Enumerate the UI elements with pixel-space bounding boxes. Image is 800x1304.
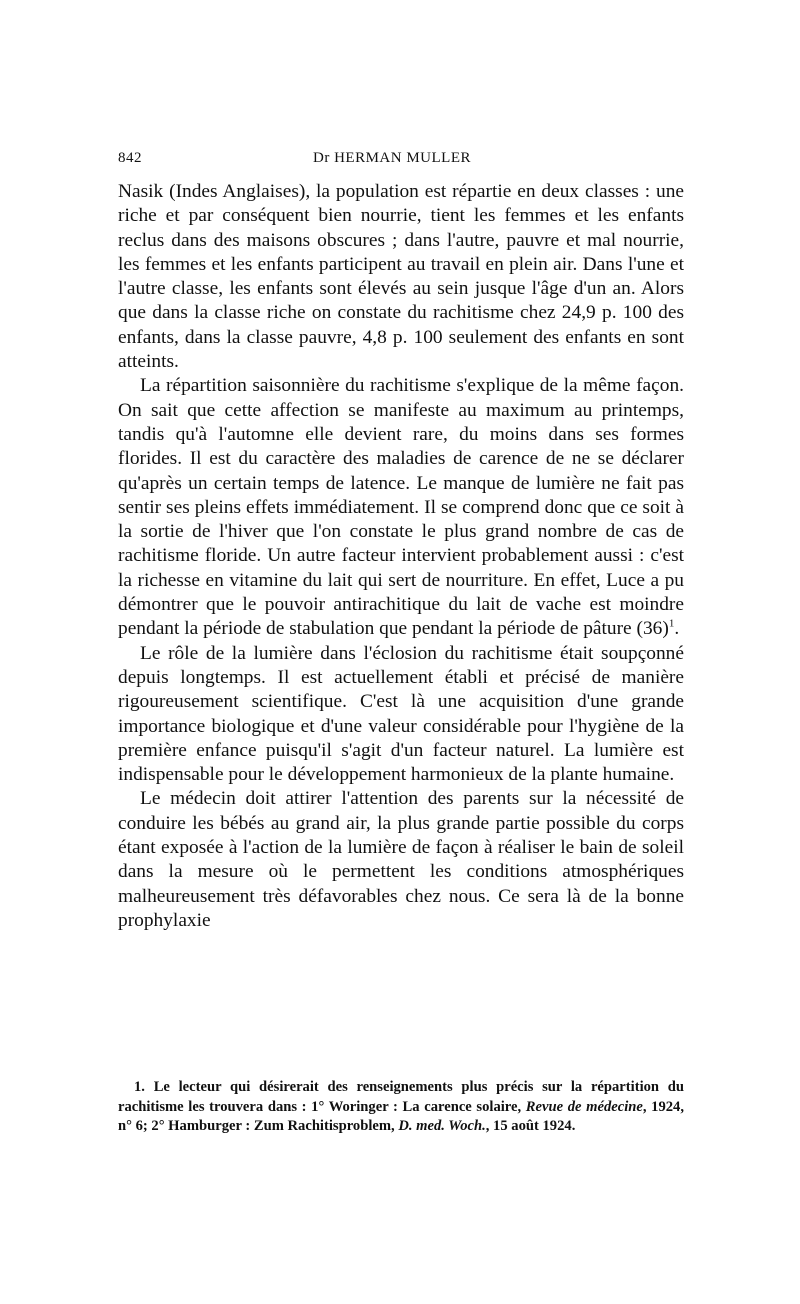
footnote-1 (118, 1078, 684, 1137)
footnote-text-c: , 15 août 1924. (485, 1118, 576, 1134)
paragraph-2-text: La répartition saisonnière du rachitisme s'explique de la même façon. On sait que cette affection se manifeste au maximum au printemps, tandis qu'à l'automne elle devient rare, du moins dans ses formes florides. Il est du caractère des maladies de carence de ne se déclarer qu'après un certain temps de latence. Le manque de lumière ne fait pas sentir ses pleins effets immédiatement. Il se comprend donc que ce soit à la sortie de l'hiver que l'on constate le plus grand nombre de cas de rachitisme floride. Un autre facteur intervient probablement aussi : c'est la richesse en vitamine du lait qui sert de nourriture. En effet, Luce a pu démontrer que le pouvoir antirachitique du lait de vache est moindre pendant la période de stabulation que pendant la période de pâture (36) (118, 375, 684, 640)
footnote-journal-2: D. med. Woch. (398, 1118, 486, 1134)
paragraph-3: Le rôle de la lumière dans l'éclosion du rachitisme était soupçonné depuis longtemps. Il est actuellement établi et précisé de manière rigoureusement scientifique. C'est là une acquisition d'une grande importance biologique et d'une valeur considérable pour l'hygiène de la première enfance puisqu'il s'agit d'un facteur naturel. La lumière est indispensable pour le développement harmonieux de la plante humaine. (118, 642, 684, 786)
running-head: Dr HERMAN MULLER (313, 150, 471, 166)
footnotes (118, 1078, 684, 1137)
paragraph-4: Le médecin doit attirer l'attention des parents sur la nécessité de conduire les bébés au grand air, la plus grande partie possible du corps étant exposée à l'action de la lumière de façon à réaliser le bain de soleil dans la mesure où le permettent les conditions atmosphériques malheureusement très défavorables chez nous. Ce sera là de la bonne prophylaxie (118, 788, 684, 931)
paragraph-2 (118, 374, 684, 641)
body-text (118, 180, 684, 933)
footnote-text-a: Le lecteur qui désirerait des renseignements plus précis sur la répartition du rachitisme les trouvera dans : 1° Woringer : La carence solaire, (118, 1079, 684, 1115)
footnote-reference: 1 (668, 617, 675, 630)
paragraph-1: Nasik (Indes Anglaises), la population est répartie en deux classes : une riche et par conséquent bien nourrie, tient les femmes et les enfants reclus dans des maisons obscures ; dans l'autre, pauvre et mal nourrie, les femmes et les enfants participent au travail en plein air. Dans l'une et l'autre classe, les enfants sont élevés au sein jusque l'âge d'un an. Alors que dans la classe riche on constate du rachitisme chez 24,9 p. 100 des enfants, dans la classe pauvre, 4,8 p. 100 seulement des enfants en sont atteints. (118, 181, 684, 373)
footnote-journal-1: Revue de médecine (525, 1098, 643, 1115)
page-header (118, 150, 678, 174)
footnote-number: 1. (134, 1079, 145, 1095)
page-number: 842 (118, 150, 142, 166)
paragraph-2-end: . (674, 618, 680, 640)
footnote-text-b: , 1924, n° 6; 2° Hamburger : Zum Rachitisproblem, (118, 1098, 684, 1134)
